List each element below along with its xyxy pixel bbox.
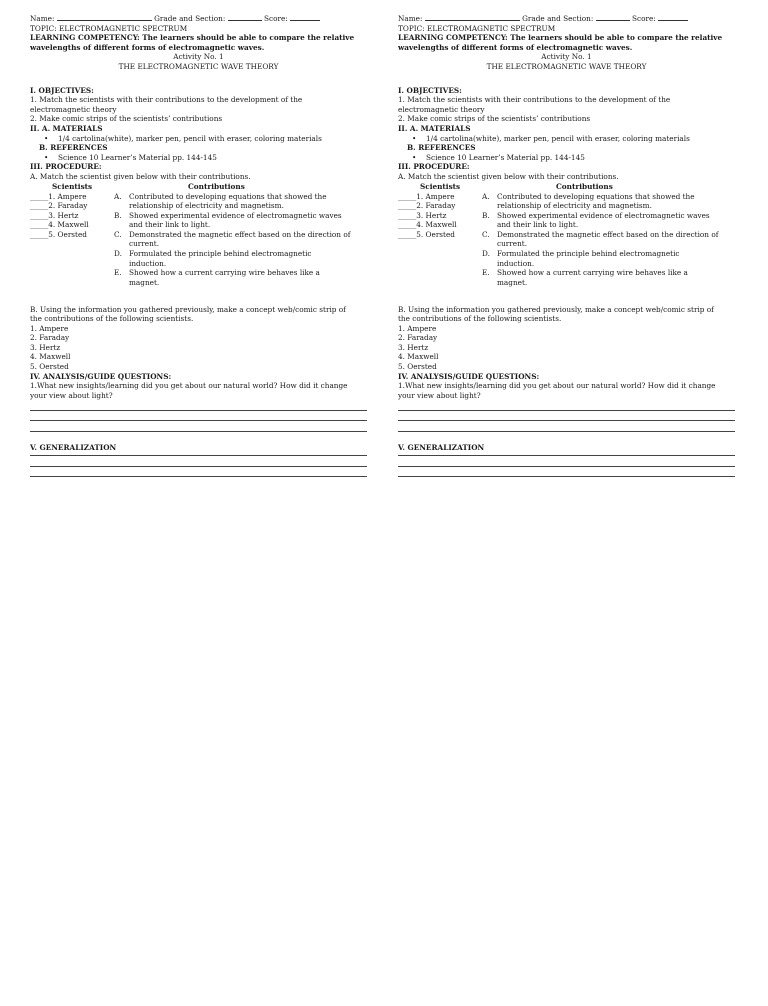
objective-2: 2. Make comic strips of the scientists’ contributions xyxy=(398,114,591,124)
procedure-heading: III. PROCEDURE: xyxy=(398,162,470,172)
grade-section-label: Grade and Section: xyxy=(154,14,226,23)
part-b-item: 5. Oersted xyxy=(30,362,69,372)
competency-line-1: LEARNING COMPETENCY: The learners should be able to compare the relative xyxy=(398,33,723,43)
analysis-question-line-1: 1.What new insights/learning did you get about our natural world? How did it change xyxy=(398,381,716,391)
objective-1-line-1: 1. Match the scientists with their contributions to the development of the xyxy=(30,95,303,105)
contribution-text: Demonstrated the magnetic effect based on the direction of xyxy=(129,229,351,239)
competency-line-2: wavelengths of different forms of electromagnetic waves. xyxy=(398,42,633,52)
objective-1-line-1: 1. Match the scientists with their contributions to the development of the xyxy=(398,95,671,105)
scientist-item[interactable]: _____1. Ampere xyxy=(30,191,87,201)
contribution-text: current. xyxy=(129,239,160,249)
materials-item xyxy=(30,134,367,144)
part-b-item: 1. Ampere xyxy=(30,323,69,333)
objective-2: 2. Make comic strips of the scientists’ contributions xyxy=(30,114,223,124)
score-blank[interactable] xyxy=(658,20,688,21)
contribution-letter: C. xyxy=(114,229,122,239)
matching-exercise xyxy=(398,181,735,288)
contribution-letter: E. xyxy=(114,268,122,278)
matching-exercise xyxy=(30,181,367,288)
score-label: Score: xyxy=(632,14,656,23)
scientist-item[interactable]: _____5. Oersted xyxy=(30,229,87,239)
answer-line[interactable] xyxy=(398,411,735,421)
objectives-heading: I. OBJECTIVES: xyxy=(30,85,94,95)
bullet-icon: • xyxy=(412,152,417,162)
scientists-heading: Scientists xyxy=(420,181,461,191)
contribution-text: Showed experimental evidence of electromagnetic waves xyxy=(129,210,342,220)
competency-line-1: LEARNING COMPETENCY: The learners should be able to compare the relative xyxy=(30,33,355,43)
name-label: Name: xyxy=(30,14,55,23)
materials-item xyxy=(398,134,735,144)
part-b-line-2: the contributions of the following scientists. xyxy=(398,314,562,324)
part-b-item: 5. Oersted xyxy=(398,362,437,372)
scientist-item[interactable]: _____4. Maxwell xyxy=(30,220,89,230)
scientist-item[interactable]: _____2. Faraday xyxy=(398,201,456,211)
answer-line[interactable] xyxy=(30,400,367,410)
answer-line[interactable] xyxy=(30,411,367,421)
part-b-line-1: B. Using the information you gathered previously, make a concept web/comic strip of xyxy=(398,304,714,314)
contribution-item xyxy=(482,192,735,211)
reference-text: Science 10 Learner’s Material pp. 144-145 xyxy=(58,152,217,162)
generalization-heading: V. GENERALIZATION xyxy=(30,442,117,452)
contribution-text: relationship of electricity and magnetism. xyxy=(497,201,652,211)
references-heading: B. REFERENCES xyxy=(39,143,108,153)
score-blank[interactable] xyxy=(290,20,320,21)
part-b-item: 3. Hertz xyxy=(398,342,429,352)
contribution-letter: B. xyxy=(482,210,490,220)
contribution-item xyxy=(114,230,367,249)
answer-line[interactable] xyxy=(30,456,367,466)
scientist-item[interactable]: _____5. Oersted xyxy=(398,229,455,239)
contribution-item xyxy=(482,249,735,268)
contribution-letter: E. xyxy=(482,268,490,278)
scientists-column xyxy=(398,192,478,240)
contributions-heading: Contributions xyxy=(188,181,245,191)
student-info-line xyxy=(398,14,735,24)
contributions-column xyxy=(114,192,367,288)
name-blank[interactable] xyxy=(425,20,520,21)
scientist-item[interactable]: _____2. Faraday xyxy=(30,201,88,211)
answer-line[interactable] xyxy=(30,467,367,477)
contribution-text: Contributed to developing equations that showed the xyxy=(129,191,327,201)
materials-text: 1/4 cartolina(white), marker pen, pencil with eraser, coloring materials xyxy=(58,133,322,143)
analysis-question-line-1: 1.What new insights/learning did you get about our natural world? How did it change xyxy=(30,381,348,391)
generalization-heading: V. GENERALIZATION xyxy=(398,442,485,452)
contribution-letter: C. xyxy=(482,229,490,239)
contribution-letter: D. xyxy=(114,249,122,259)
objective-1-line-2: electromagnetic theory xyxy=(398,104,485,114)
materials-text: 1/4 cartolina(white), marker pen, pencil with eraser, coloring materials xyxy=(426,133,690,143)
activity-title: THE ELECTROMAGNETIC WAVE THEORY xyxy=(486,61,647,71)
contribution-letter: A. xyxy=(482,191,490,201)
name-blank[interactable] xyxy=(57,20,152,21)
contribution-text: Formulated the principle behind electromagnetic xyxy=(129,249,312,259)
scientist-item[interactable]: _____1. Ampere xyxy=(398,191,455,201)
analysis-question-line-2: your view about light? xyxy=(30,390,113,400)
part-b-line-2: the contributions of the following scientists. xyxy=(30,314,194,324)
part-b-item: 4. Maxwell xyxy=(398,352,439,362)
activity-number: Activity No. 1 xyxy=(173,52,224,62)
contribution-text: Contributed to developing equations that showed the xyxy=(497,191,695,201)
contribution-text: induction. xyxy=(497,258,535,268)
contribution-text: induction. xyxy=(129,258,167,268)
contribution-item xyxy=(482,211,735,230)
answer-line[interactable] xyxy=(398,456,735,466)
part-b-item: 4. Maxwell xyxy=(30,352,71,362)
contribution-letter: B. xyxy=(114,210,122,220)
contribution-text: Showed how a current carrying wire behaves like a xyxy=(129,268,320,278)
analysis-heading: IV. ANALYSIS/GUIDE QUESTIONS: xyxy=(30,371,172,381)
grade-section-blank[interactable] xyxy=(228,20,262,21)
topic: TOPIC: ELECTROMAGNETIC SPECTRUM xyxy=(398,23,556,33)
scientists-column xyxy=(30,192,110,240)
part-b-item: 2. Faraday xyxy=(398,333,438,343)
contribution-letter: A. xyxy=(114,191,122,201)
contribution-item xyxy=(114,211,367,230)
contribution-text: Showed experimental evidence of electromagnetic waves xyxy=(497,210,710,220)
contributions-column xyxy=(482,192,735,288)
contribution-letter: D. xyxy=(482,249,490,259)
contributions-heading: Contributions xyxy=(556,181,613,191)
student-info-line xyxy=(30,14,367,24)
part-b-item: 2. Faraday xyxy=(30,333,70,343)
name-label: Name: xyxy=(398,14,423,23)
answer-line[interactable] xyxy=(398,421,735,431)
objective-1-line-2: electromagnetic theory xyxy=(30,104,117,114)
answer-line[interactable] xyxy=(398,467,735,477)
contribution-text: Showed how a current carrying wire behaves like a xyxy=(497,268,688,278)
answer-line[interactable] xyxy=(398,400,735,410)
answer-line[interactable] xyxy=(30,421,367,431)
contribution-item xyxy=(114,192,367,211)
score-label: Score: xyxy=(264,14,288,23)
worksheet-left xyxy=(30,14,367,477)
topic: TOPIC: ELECTROMAGNETIC SPECTRUM xyxy=(30,23,188,33)
competency-line-2: wavelengths of different forms of electromagnetic waves. xyxy=(30,42,265,52)
contribution-item xyxy=(114,268,367,287)
materials-heading: II. A. MATERIALS xyxy=(398,123,471,133)
materials-heading: II. A. MATERIALS xyxy=(30,123,103,133)
contribution-text: Formulated the principle behind electromagnetic xyxy=(497,249,680,259)
part-b-line-1: B. Using the information you gathered previously, make a concept web/comic strip of xyxy=(30,304,346,314)
part-b-item: 3. Hertz xyxy=(30,342,61,352)
contribution-item xyxy=(114,249,367,268)
scientist-item[interactable]: _____3. Hertz xyxy=(398,210,447,220)
part-b-item: 1. Ampere xyxy=(398,323,437,333)
bullet-icon: • xyxy=(44,152,49,162)
procedure-heading: III. PROCEDURE: xyxy=(30,162,102,172)
grade-section-label: Grade and Section: xyxy=(522,14,594,23)
contribution-text: magnet. xyxy=(129,277,160,287)
contribution-item xyxy=(482,230,735,249)
contribution-item xyxy=(482,268,735,287)
bullet-icon: • xyxy=(412,133,417,143)
procedure-instruction: A. Match the scientist given below with their contributions. xyxy=(30,171,251,181)
objectives-heading: I. OBJECTIVES: xyxy=(398,85,462,95)
scientist-item[interactable]: _____4. Maxwell xyxy=(398,220,457,230)
reference-text: Science 10 Learner’s Material pp. 144-145 xyxy=(426,152,585,162)
analysis-question-line-2: your view about light? xyxy=(398,390,481,400)
worksheet-right xyxy=(398,14,735,477)
contribution-text: magnet. xyxy=(497,277,528,287)
references-item xyxy=(30,153,367,163)
contribution-text: current. xyxy=(497,239,528,249)
activity-title: THE ELECTROMAGNETIC WAVE THEORY xyxy=(118,61,279,71)
scientist-item[interactable]: _____3. Hertz xyxy=(30,210,79,220)
references-heading: B. REFERENCES xyxy=(407,143,476,153)
contribution-text: and their link to light. xyxy=(129,220,211,230)
grade-section-blank[interactable] xyxy=(596,20,630,21)
contribution-text: Demonstrated the magnetic effect based on the direction of xyxy=(497,229,719,239)
references-item xyxy=(398,153,735,163)
analysis-heading: IV. ANALYSIS/GUIDE QUESTIONS: xyxy=(398,371,540,381)
scientists-heading: Scientists xyxy=(52,181,93,191)
contribution-text: relationship of electricity and magnetism. xyxy=(129,201,284,211)
contribution-text: and their link to light. xyxy=(497,220,579,230)
bullet-icon: • xyxy=(44,133,49,143)
activity-number: Activity No. 1 xyxy=(541,52,592,62)
procedure-instruction: A. Match the scientist given below with their contributions. xyxy=(398,171,619,181)
